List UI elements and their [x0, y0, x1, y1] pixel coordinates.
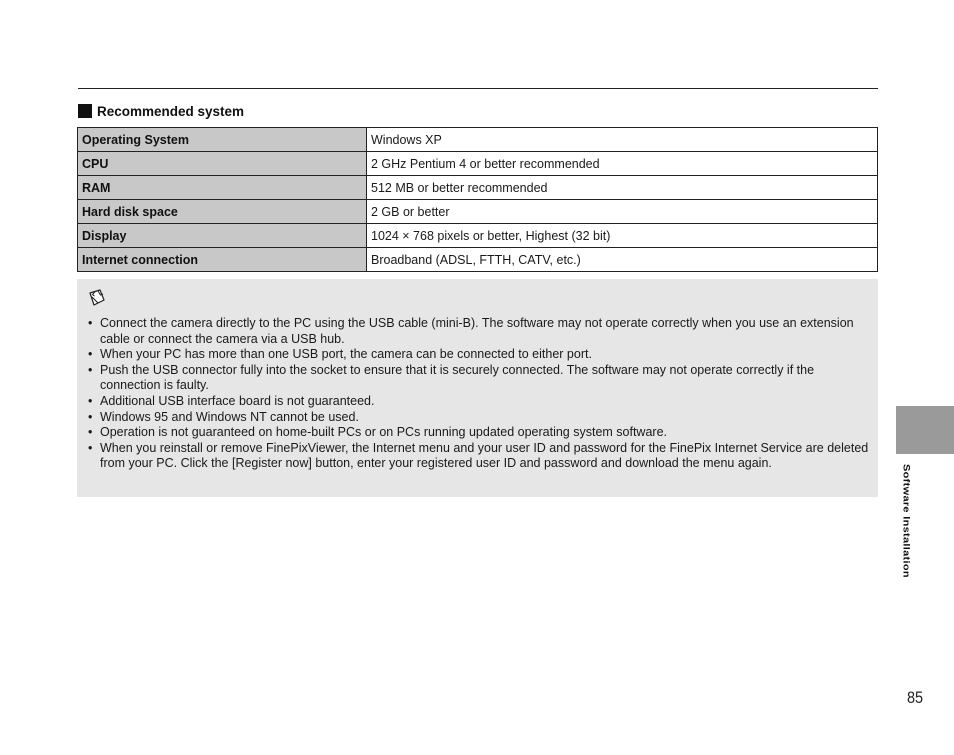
row-label: Operating System	[78, 128, 367, 152]
top-rule	[78, 88, 878, 89]
list-item: • Operation is not guaranteed on home-built PCs or on PCs running updated operating system software.	[85, 425, 875, 441]
memo-icon	[87, 288, 107, 308]
recommended-system-table	[77, 127, 878, 272]
list-item: • When your PC has more than one USB port, the camera can be connected to either port.	[85, 347, 875, 363]
list-item: • Additional USB interface board is not guaranteed.	[85, 394, 875, 410]
list-item: • When you reinstall or remove FinePixViewer, the Internet menu and your user ID and password for the FinePix Internet Service are deleted from your PC. Click the [Register now] button, enter your registered user ID and password and download the menu again.	[85, 441, 875, 472]
page-number: 85	[907, 688, 924, 707]
table-row	[78, 152, 878, 176]
table-row	[78, 248, 878, 272]
row-value: Windows XP	[367, 128, 878, 152]
section-heading	[78, 102, 244, 120]
list-item: • Connect the camera directly to the PC using the USB cable (mini-B). The software may not operate correctly when you use an extension cable or connect the camera via a USB hub.	[85, 316, 875, 347]
row-value: 2 GB or better	[367, 200, 878, 224]
list-item: • Windows 95 and Windows NT cannot be used.	[85, 410, 875, 426]
heading-square-icon	[78, 104, 92, 118]
row-value: 512 MB or better recommended	[367, 176, 878, 200]
row-label: CPU	[78, 152, 367, 176]
table-row	[78, 200, 878, 224]
section-title: Recommended system	[97, 103, 245, 119]
note-list	[85, 316, 875, 472]
side-tab-label: Software Installation	[901, 464, 912, 578]
row-label: RAM	[78, 176, 367, 200]
row-label: Internet connection	[78, 248, 367, 272]
table-row	[78, 224, 878, 248]
row-label: Display	[78, 224, 367, 248]
row-value: 1024 × 768 pixels or better, Highest (32 bit)	[367, 224, 878, 248]
side-tab	[896, 406, 954, 454]
table-row	[78, 128, 878, 152]
note-box	[77, 279, 878, 497]
row-value: 2 GHz Pentium 4 or better recommended	[367, 152, 878, 176]
row-value: Broadband (ADSL, FTTH, CATV, etc.)	[367, 248, 878, 272]
table-row	[78, 176, 878, 200]
row-label: Hard disk space	[78, 200, 367, 224]
list-item: • Push the USB connector fully into the socket to ensure that it is securely connected. The software may not operate correctly if the connection is faulty.	[85, 363, 875, 394]
